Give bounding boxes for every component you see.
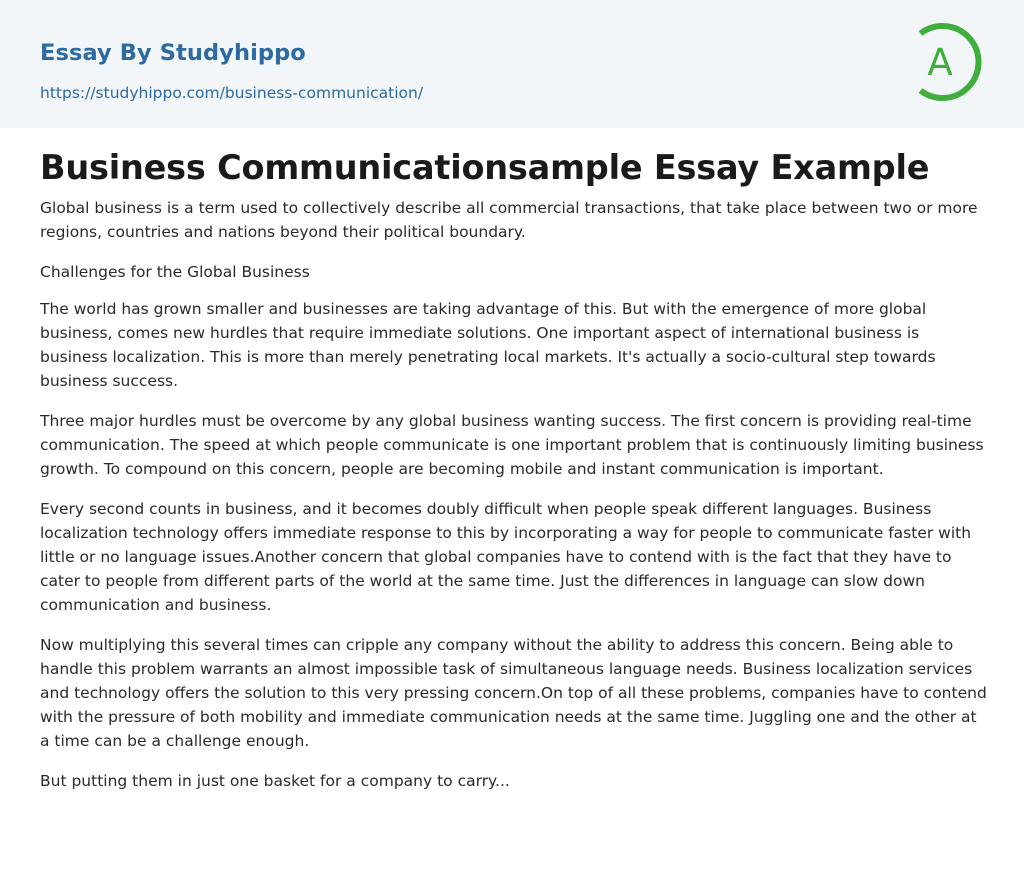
article-intro: Global business is a term used to collectively describe all commercial transactions, that take place between two or more regions, countries and nations beyond their political boundary. [40,199,978,241]
article [40,140,990,809]
page-url-link[interactable]: https://studyhippo.com/business-communication/ [40,84,424,102]
article-subheading: Challenges for the Global Business [40,263,310,281]
logo-letter: A [927,41,953,84]
article-paragraph: Three major hurdles must be overcome by any global business wanting success. The first concern is providing real-time communication. The speed at which people communicate is one important problem that is continuously limiting business growth. To compound on this concern, people are becoming mobile and instant communication is important. [40,412,984,478]
site-header [0,0,1024,128]
article-paragraph: The world has grown smaller and businesses are taking advantage of this. But with the emergence of more global business, comes new hurdles that require immediate solutions. One important aspect of international business is business localization. This is more than merely penetrating local markets. It's actually a socio-cultural step towards business success. [40,300,936,390]
article-paragraph: Now multiplying this several times can cripple any company without the ability to address this concern. Being able to handle this problem warrants an almost impossible task of simultaneous language needs. Business localization services and technology offers the solution to this very pressing concern.On top of all these problems, companies have to contend with the pressure of both mobility and immediate communication needs at the same time. Juggling one and the other at a time can be a challenge enough. [40,636,987,750]
article-title: Business Communicationsample Essay Example [40,148,930,187]
article-paragraph: Every second counts in business, and it becomes doubly difficult when people speak different languages. Business localization technology offers immediate response to this by incorporating a way for people to communicate faster with little or no language issues.Another concern that global companies have to contend with is the fact that they have to cater to people from different parts of the world at the same time. Just the differences in language can slow down communication and business. [40,500,972,614]
site-title[interactable]: Essay By Studyhippo [40,40,306,66]
studyhippo-logo-icon[interactable] [908,20,986,104]
article-paragraph-truncated: But putting them in just one basket for a company to carry... [40,772,510,790]
